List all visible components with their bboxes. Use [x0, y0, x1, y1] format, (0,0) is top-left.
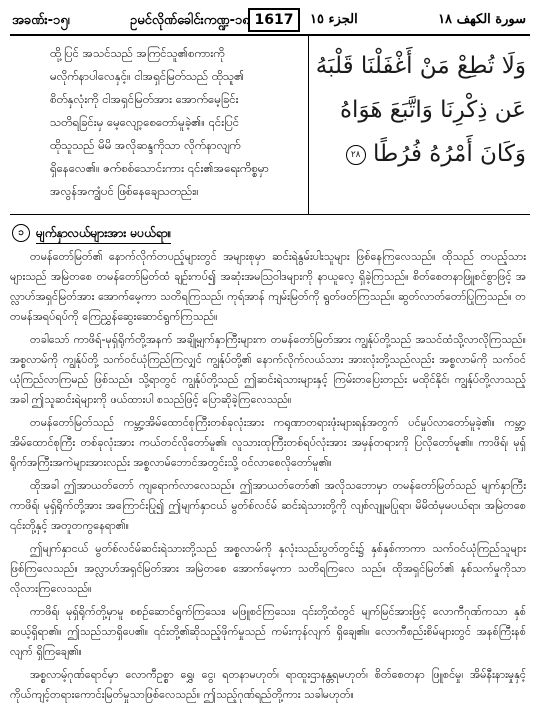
translation-line: သတိရခြင်းမှ မေ့လျော့စေတော်မူခဲ့၏။ ၎င်းပြင် [50, 115, 240, 129]
page-number: 1617 [248, 8, 300, 32]
paragraph [10, 330, 526, 410]
arabic-line [316, 132, 526, 176]
paragraph [10, 247, 526, 327]
chapter-label: အခဏ်း-၁၅၊ [12, 13, 70, 28]
translation-column [50, 42, 302, 203]
translation-line: ထို့ပြင် အသင်သည် အကြင်သူ၏စကားကို [50, 46, 225, 60]
paragraph [10, 476, 526, 536]
paragraph-text: ကာဖိရ်၊ မုရှ်ရိုက်တို့မှာမူ စစဉ်ဆောင်ရွက်ကြသေး၊ မဖြူစင်ကြသေး၊ ၎င်းတို့ထံတွင် မျက်မြင်အားဖြင့် လောကီဂုဏ်ကသာ နှစ်ဆယ့်ရှိရာ၏။ ဤသည်သာရှိပေ၏။ ၎င်းတို့၏ဆိုသည့်ဖိုက်မှုသည် ကမ်းကုန်လျက် ရှိချေ၏။ လောကီစည်းစိမ်များတွင် အနစ်ကြီးနစ်လျက် ရှိကြချေ၏။ [10, 605, 526, 658]
arabic-line-text: وَكَانَ أَمْرُهُ فُرُطًا [372, 141, 526, 167]
paragraph [10, 602, 526, 662]
translation-line: ထိုသူသည် မိမိ အလိုဆန္ဒကိုသာ လိုက်နာလျက် [50, 138, 241, 152]
ayah-number-marker: ٢٨ [346, 145, 366, 165]
paragraph-text: ဤမျက်နှာငယ် မွတ်စ်လင်မ်ဆင်းရဲသားတို့သည် အစ္စလာမ်ကို နှလုံးသည်းပွတ်တွင်း၌ နှစ်နှစ်ကာကာ သက်ဝင်ယုံကြည်သူများ ဖြစ်ကြလေသည်။ အလ္လာဟ်အရှင်မြတ်အား အမြဲတစေ အောက်မေ့ကာ သတိရကြလေ သည်။ ထိုအရှင်မြတ်၏ နှစ်သက်မှုကိုသာ လိုလားကြလေသည်။ [10, 542, 526, 595]
section-number: ၁ [12, 224, 30, 242]
arabic-line: عَن ذِكْرِنَا وَاتَّبَعَ هَوَاهُ [340, 97, 526, 123]
arabic-column [316, 44, 526, 176]
surah-label: سورة الكهف ١٨ [438, 12, 526, 27]
page [10, 6, 530, 706]
paragraph [10, 413, 526, 473]
translation-line: စိတ်နှလုံးကို ငါအရှင်မြတ်အား အောက်မေ့ခြင်း [50, 92, 239, 106]
column-divider [308, 36, 309, 214]
paragraph [10, 539, 526, 599]
paragraph-text: ထိုအခါ ဤအာယတ်တော် ကျရောက်လာလေသည်။ ဤအာယတ်တော်၏ အလိုသဘောမှာ တမန်တော်မြတ်သည် မျက်နှာကြီးကာဖိရ်၊ မုရှ်ရိုက်တို့အား အကြောင်းပြု၍ ဤမျက်နှာငယ် မွတ်စ်လင်မ် ဆင်းရဲသားတို့ကို လျစ်လျူမပြုရာ၊ မိမိထံမှမပယ်ရာ၊ အမြဲတစေ ၎င်းတို့နှင့် အတူတကွနေရာ၏။ [10, 479, 526, 532]
arabic-line: وَلَا تُطِعْ مَنْ أَغْفَلْنَا قَلْبَهُ [315, 53, 526, 79]
section-running-title: ဥမင်လိုဏ်ခေါင်းကဏ္ဍ-၁၈ [130, 13, 250, 28]
translation-line: အလွန်အကျွံပင် ဖြစ်နေချေသတည်း။ [50, 184, 199, 198]
page-header [10, 6, 530, 36]
section-heading [10, 223, 530, 245]
verse-block [10, 36, 530, 215]
translation-line: ရှိနေလေ၏။ ဇက်စစ်သောင်းကား ၎င်း၏အရေးကိစ္စမှာ [50, 161, 269, 175]
paragraph-text: တခါသော် ကာဖိရ်-မုရှ်ရိုက်တို့အနက် အချို့မျက်နှာကြီးများက တမန်တော်မြတ်အား ကျွန်ုပ်တို့သည် အသင်ထံသို့လာလိုကြသည်။ အစ္စလာမ်ကို ကျွန်ုပ်တို့ သက်ဝင်ယုံကြည်ကြလျှင် ကျွန်ုပ်တို့၏ နောက်လိုက်လယ်သား အားလုံးတို့သည်လည်း အစ္စလာမ်ကို သက်ဝင်ယုံကြည်လာကြမည် ဖြစ်သည်။ သို့ရာတွင် ကျွန်ုပ်တို့သည် ဤဆင်းရဲသားများနှင့် ကြမ်းတပြေးတည်း မထိုင်နိုင်၊ ကျွန်ုပ်တို့လာသည့်အခါ ဤသူဆင်းရဲများကို ဖယ်ထားပါ စသည်ဖြင့် ပြောဆိုခဲ့ကြလေသည်။ [10, 333, 526, 406]
paragraph-text: အစ္စလာမ့်ဂုဏ်ရောင်မှာ လောကီဥစ္စာ ရွှေ၊ ငွေ၊ ရတနာမဟုတ်၊ ရာထူးဌာနန္တရမဟုတ်၊ စိတ်စေတနာ ဖြူစင်မှု၊ အိမ်နီးနားမှုနှင့် ကိုယ်ကျင့်တရားကောင်းမြတ်မှုသာဖြစ်လေသည်။ ဤသည့်ဂုဏ်ရည်တို့ကား သခါမဟုတ်။ [10, 668, 526, 701]
commentary-body [10, 247, 530, 705]
paragraph [10, 665, 526, 705]
section-title: မျက်နှာလယ်များအား မပယ်ရာ။ [36, 225, 171, 244]
paragraph-text: တမန်တော်မြတ်၏ နောက်လိုက်တပည့်များတွင် အများစုမှာ ဆင်းရဲနွမ်းပါးသူများ ဖြစ်နေကြလေသည်။ ထိုသည် တပည့်သားများသည် အမြဲတစေ တမန်တော်မြတ်ထံ ချဉ်းကပ်၍ အဆုံးအမသြဝါဒများကို နာယူလေ့ ရှိခဲ့ကြသည်။ စိတ်စေတနာဖြူစင်စွာဖြင့် အလ္လာဟ်အရှင်မြတ်အား အောက်မေ့ကာ သတိရကြသည်၊ ကုရ်အာန် ကျမ်းမြတ်ကို ရွတ်ဖတ်ကြသည်။ ဆွတ်လာတ်တော်ပြုကြသည်။ တတမန်အရပ်ရပ်ကို ကြေညွှန်ဆွေးဆောင်ရွက်ကြသည်။ [10, 250, 526, 323]
translation-line: မလိုက်နာပါလေနှင့်။ ငါအရှင်မြတ်သည် ထိုသူ၏ [50, 69, 245, 83]
paragraph-text: တမန်တော်မြတ်သည် ကမ္ဘာ့အိမ်ထောင်စုကြီးတစ်ခုလုံးအား ကရုဏာတရားဖုံးများရန်အတွက် ပင်မှုပ်လာတော်မူခဲ့၏။ ကမ္ဘာ့အိမ်ထောင်စုကြီး တစ်ခုလုံးအား ကယ်တင်လိုတော်မူ၏၊ လူသားထုကြီးတစ်ရပ်လုံးအား အမှန်တရားကို ပြလိုတော်မူ၏။ ကာဖိရ်၊ မုရှ်ရိုက်အကြီးအကဲများအားလည်း အစ္စလာမ်ဘောင်အတွင်းသို့ ဝင်လာစေလိုတော်မူ၏။ [10, 416, 526, 469]
juz-label: الجزء ١٥ [310, 12, 358, 27]
